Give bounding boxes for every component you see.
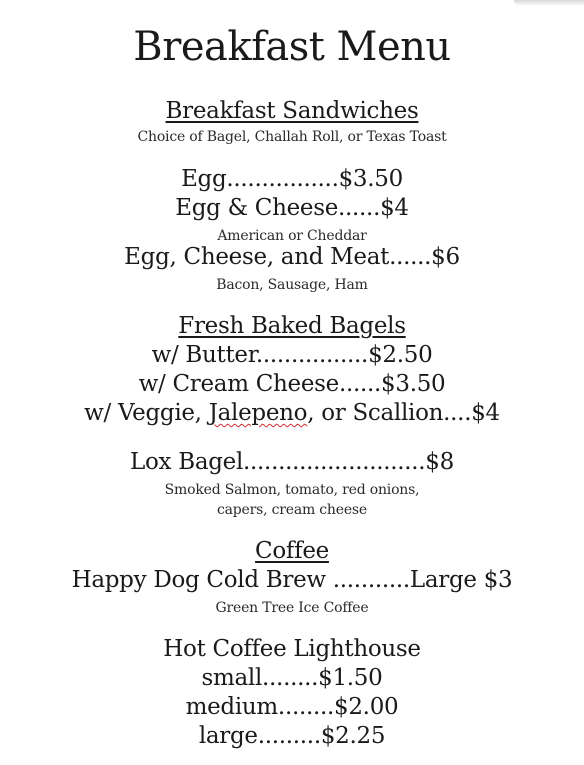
menu-item-coffee-medium: medium........$2.00	[185, 694, 399, 720]
egg-cheese-note: American or Cheddar	[217, 228, 367, 244]
menu-item-egg-cheese: Egg & Cheese......$4	[175, 195, 409, 221]
cold-brew-note: Green Tree Ice Coffee	[215, 600, 369, 616]
lox-note-line-2: capers, cream cheese	[216, 502, 367, 518]
veggie-suffix: , or Scallion....$4	[307, 400, 500, 426]
veggie-prefix: w/ Veggie,	[84, 400, 209, 426]
menu-item-egg: Egg................$3.50	[181, 166, 403, 192]
section-heading-sandwiches: Breakfast Sandwiches	[165, 98, 419, 124]
menu-item-cold-brew: Happy Dog Cold Brew ...........Large $3	[71, 567, 513, 593]
menu-title: Breakfast Menu	[133, 24, 451, 70]
section-heading-bagels: Fresh Baked Bagels	[178, 313, 406, 339]
spellcheck-word[interactable]: Jalepeno	[208, 400, 308, 426]
hot-coffee-heading: Hot Coffee Lighthouse	[163, 636, 421, 662]
menu-item-coffee-small: small........$1.50	[201, 665, 383, 691]
menu-item-butter: w/ Butter................$2.50	[151, 342, 433, 368]
egg-cheese-meat-note: Bacon, Sausage, Ham	[216, 277, 368, 293]
page-corner-shadow	[514, 0, 584, 6]
menu-item-egg-cheese-meat: Egg, Cheese, and Meat......$6	[124, 244, 460, 270]
menu-item-cream-cheese: w/ Cream Cheese......$3.50	[138, 371, 446, 397]
section-heading-coffee: Coffee	[255, 538, 329, 564]
menu-item-coffee-large: large.........$2.25	[198, 723, 386, 749]
menu-item-lox: Lox Bagel..........................$8	[130, 449, 454, 475]
lox-note-line-1: Smoked Salmon, tomato, red onions,	[164, 482, 420, 498]
menu-item-veggie	[0, 400, 584, 426]
sandwiches-subtitle: Choice of Bagel, Challah Roll, or Texas Toast	[137, 129, 447, 145]
